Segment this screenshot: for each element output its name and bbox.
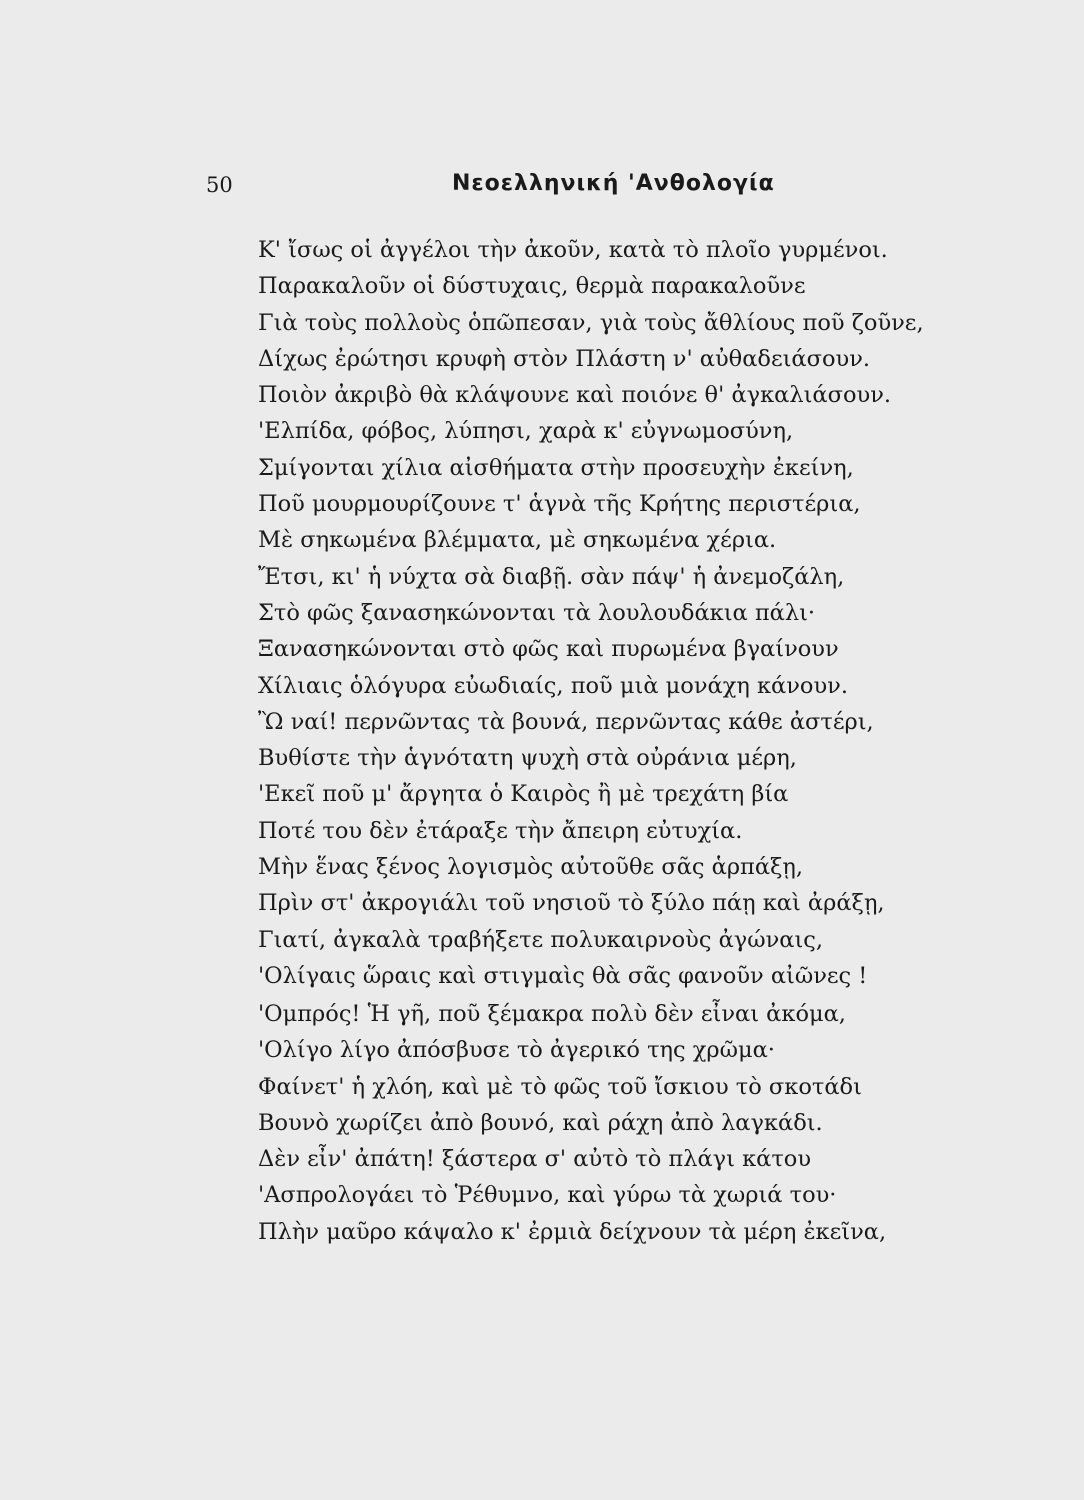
verse-line: Ὢ ναί! περνῶντας τὰ βουνά, περνῶντας κάθε ἀστέρι, (258, 708, 874, 735)
verse-line: Πλὴν μαῦρο κάψαλο κ' ἐρμιὰ δείχνουν τὰ μέρη ἐκεῖνα, (258, 1218, 887, 1245)
verse-line: Χίλιαις ὁλόγυρα εὐωδιαίς, ποῦ μιὰ μονάχη κάνουν. (258, 672, 848, 699)
verse-line: Βουνὸ χωρίζει ἀπὸ βουνό, καὶ ράχη ἀπὸ λαγκάδι. (258, 1109, 823, 1136)
verse-line: Μὴν ἕνας ξένος λογισμὸς αὐτοῦθε σᾶς ἁρπάξῃ, (258, 854, 804, 881)
verse-line: 'Ολίγο λίγο ἀπόσβυσε τὸ ἀγερικό της χρῶμα· (258, 1037, 775, 1064)
verse-line: Δὲν εἶν' ἀπάτη! ξάστερα σ' αὐτὸ τὸ πλάγι κάτου (258, 1146, 812, 1173)
stanza (258, 232, 924, 994)
verse-line: 'Ολίγαις ὥραις καὶ στιγμαὶς θὰ σᾶς φανοῦν αἰῶνες ! (258, 962, 868, 989)
verse-line: Κ' ἴσως οἱ ἀγγέλοι τὴν ἀκοῦν, κατὰ τὸ πλοῖο γυρμένοι. (258, 237, 888, 263)
verse-line: 'Ασπρολογάει τὸ Ῥέθυμνο, καὶ γύρω τὰ χωριά του· (258, 1182, 837, 1209)
running-title: Νεοελληνική 'Ανθολογία (452, 171, 775, 196)
verse-line: Στὸ φῶς ξανασηκώνονται τὰ λουλουδάκια πάλι· (258, 599, 816, 626)
verse-line: Σμίγονται χίλια αἰσθήματα στὴν προσευχὴν ἐκείνη, (258, 454, 854, 481)
verse-line: Βυθίστε τὴν ἁγνότατη ψυχὴ στὰ οὐράνια μέρη, (258, 745, 797, 772)
stanza (258, 996, 886, 1250)
verse-line: Φαίνετ' ἡ χλόη, καὶ μὲ τὸ φῶς τοῦ ἴσκιου τὸ σκοτάδι (258, 1073, 862, 1100)
verse-line: Ξανασηκώνονται στὸ φῶς καὶ πυρωμένα βγαίνουν (258, 636, 839, 663)
verse-line: Πρὶν στ' ἀκρογιάλι τοῦ νησιοῦ τὸ ξύλο πάῃ καὶ ἀράξῃ, (258, 890, 885, 917)
verse-line: Δίχως ἐρώτησι κρυφὴ στὸν Πλάστη ν' αὐθαδειάσουν. (258, 345, 871, 372)
verse-line: 'Εκεῖ ποῦ μ' ἄργητα ὁ Καιρὸς ἢ μὲ τρεχάτη βία (258, 781, 789, 808)
verse-line: Ἔτσι, κι' ἡ νύχτα σὰ διαβῇ. σὰν πάψ' ἡ ἀνεμοζάλη, (258, 563, 845, 590)
page-number: 50 (206, 173, 233, 197)
verse-line: 'Ελπίδα, φόβος, λύπησι, χαρὰ κ' εὐγνωμοσύνη, (258, 418, 794, 445)
verse-line: Ποιὸν ἀκριβὸ θὰ κλάψουνε καὶ ποιόνε θ' ἀγκαλιάσουν. (258, 382, 892, 409)
verse-line: Γιατί, ἀγκαλὰ τραβήξετε πολυκαιρνοὺς ἀγώναις, (258, 926, 824, 953)
verse-line: Παρακαλοῦν οἱ δύστυχαις, θερμὰ παρακαλοῦνε (258, 273, 806, 300)
verse-line: Ποῦ μουρμουρίζουνε τ' ἁγνὰ τῆς Κρήτης περιστέρια, (258, 491, 861, 518)
verse-line: Ποτέ του δὲν ἐτάραξε τὴν ἄπειρη εὐτυχία. (258, 817, 743, 844)
verse-line: Γιὰ τοὺς πολλοὺς ὁπῶπεσαν, γιὰ τοὺς ἄθλίους ποῦ ζοῦνε, (258, 309, 924, 336)
verse-line: 'Ομπρός! Ἡ γῆ, ποῦ ξέμακρα πολὺ δὲν εἶναι ἀκόμα, (258, 1001, 846, 1027)
verse-line: Μὲ σηκωμένα βλέμματα, μὲ σηκωμένα χέρια. (258, 527, 777, 554)
